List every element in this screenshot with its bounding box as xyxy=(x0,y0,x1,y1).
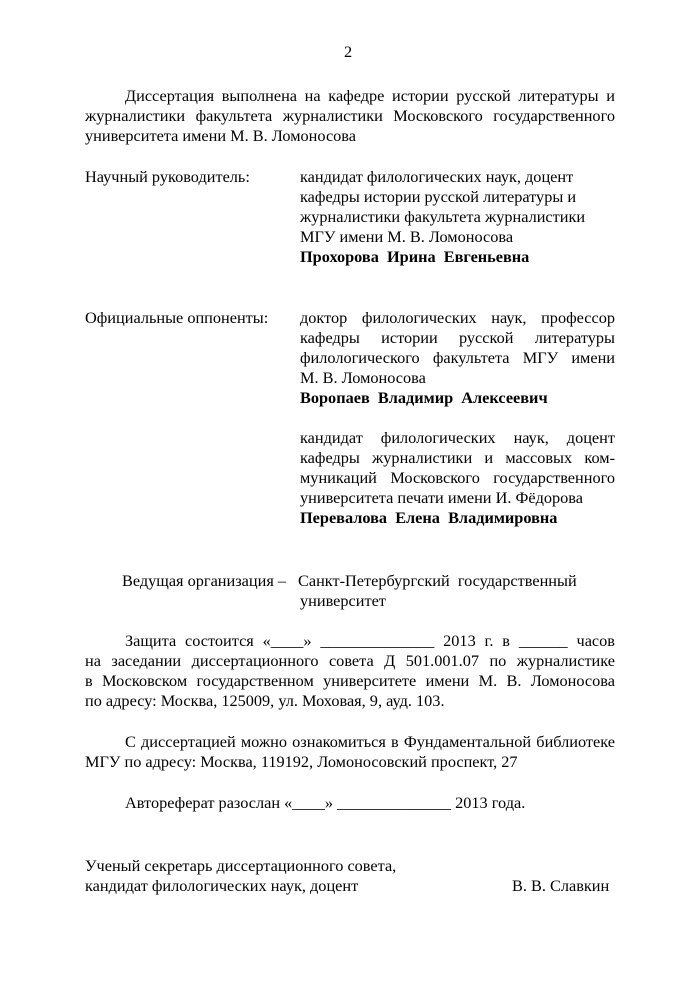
opponents-label: Официальные оппоненты: xyxy=(85,308,269,327)
opponent-2-name: Перевалова Елена Владимировна xyxy=(300,508,558,527)
supervisor-line-3: журналистики факультета журналистики xyxy=(300,207,586,226)
secretary-line-1: Ученый секретарь диссертационного совета, xyxy=(85,856,397,875)
defense-line-3: в Московском государственном университете имени М. В. Ломоносова xyxy=(85,671,615,690)
opponent-1-line-3: филологического факультета МГУ имени xyxy=(300,348,615,367)
supervisor-name: Прохорова Ирина Евгеньевна xyxy=(300,247,530,266)
opponent-2-line-3: муникаций Московского государственного xyxy=(300,468,615,487)
opponent-1-name: Воропаев Владимир Алексеевич xyxy=(300,388,548,407)
supervisor-line-1: кандидат филологических наук, доцент xyxy=(300,167,574,186)
page-number: 2 xyxy=(344,42,353,61)
leading-org-line-2: университет xyxy=(300,591,386,610)
defense-line-1: Защита состоится «____» ______________ 2013 г. в ______ часов xyxy=(125,631,615,650)
secretary-line-2: кандидат филологических наук, доцент xyxy=(85,876,359,895)
opponent-1-line-2: кафедры истории русской литературы xyxy=(300,328,615,347)
opponent-2-line-4: университета печати имени И. Фёдорова xyxy=(300,488,583,507)
library-line-2: МГУ по адресу: Москва, 119192, Ломоносовский проспект, 27 xyxy=(85,752,518,771)
intro-line-1: Диссертация выполнена на кафедре истории русской литературы и xyxy=(125,86,615,105)
leading-org-label: Ведущая организация – xyxy=(122,571,287,590)
abstract-sent-line: Автореферат разослан «____» ______________ 2013 года. xyxy=(125,793,526,812)
supervisor-line-2: кафедры истории русской литературы и xyxy=(300,187,577,206)
secretary-name: В. В. Славкин xyxy=(512,876,610,895)
intro-line-2: журналистики факультета журналистики Московского государственного xyxy=(85,106,615,125)
opponent-1-line-1: доктор филологических наук, профессор xyxy=(300,308,615,327)
leading-org-line-1: Санкт-Петербургский государственный xyxy=(298,571,577,590)
supervisor-label: Научный руководитель: xyxy=(85,167,250,186)
opponent-2-line-1: кандидат филологических наук, доцент xyxy=(300,428,615,447)
intro-line-3: университета имени М. В. Ломоносова xyxy=(85,126,357,145)
supervisor-line-4: МГУ имени М. В. Ломоносова xyxy=(300,227,514,246)
defense-line-2: на заседании диссертационного совета Д 501.001.07 по журналистике xyxy=(85,651,615,670)
defense-line-4: по адресу: Москва, 125009, ул. Моховая, 9, ауд. 103. xyxy=(85,691,445,710)
opponent-1-line-4: М. В. Ломоносова xyxy=(300,368,426,387)
library-line-1: С диссертацией можно ознакомиться в Фундаментальной библиотеке xyxy=(125,732,615,751)
opponent-2-line-2: кафедры журналистики и массовых ком- xyxy=(300,448,615,467)
